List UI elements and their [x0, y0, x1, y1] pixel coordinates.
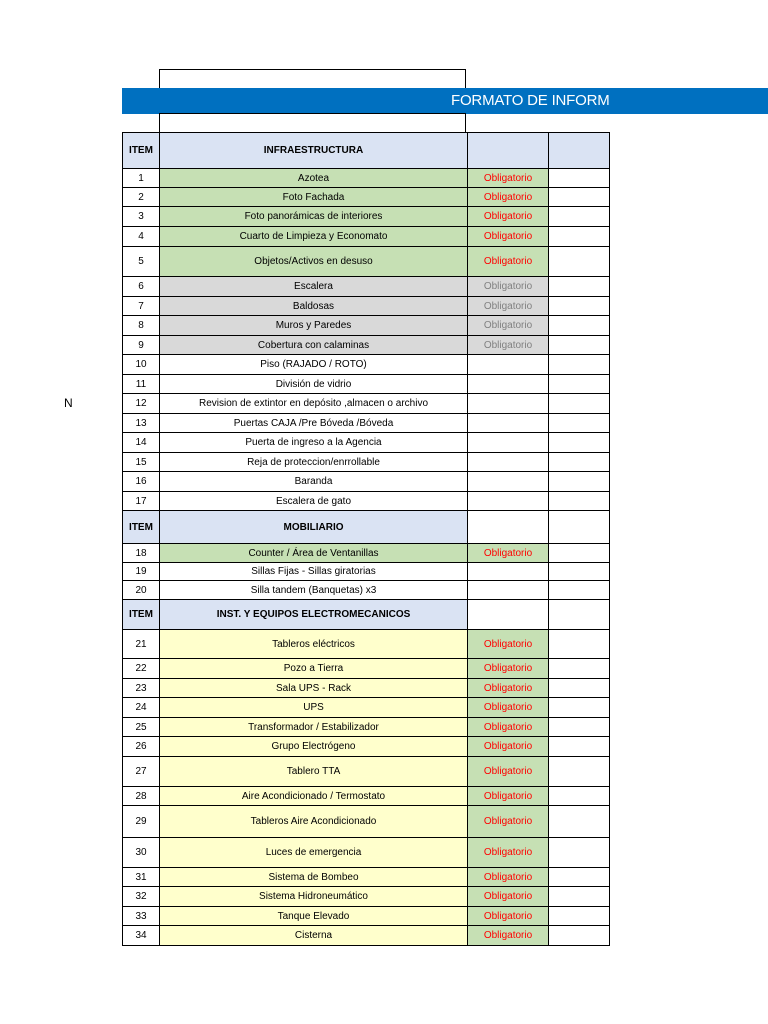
item-number: 26	[123, 737, 160, 757]
table-row	[123, 394, 610, 414]
table-row	[123, 277, 610, 297]
extra-cell	[549, 718, 610, 737]
item-number: 31	[123, 868, 160, 887]
item-description: Silla tandem (Banquetas) x3	[160, 581, 468, 600]
extra-cell	[549, 316, 610, 336]
status-cell: Obligatorio	[468, 806, 549, 838]
status-cell: Obligatorio	[468, 887, 549, 907]
extra-cell	[549, 227, 610, 247]
extra-cell	[549, 907, 610, 926]
extra-cell	[549, 581, 610, 600]
item-description: Tanque Elevado	[160, 907, 468, 926]
status-cell	[468, 375, 549, 394]
item-number: 20	[123, 581, 160, 600]
item-number: 4	[123, 227, 160, 247]
table-row	[123, 838, 610, 868]
status-cell: Obligatorio	[468, 787, 549, 806]
table-row	[123, 207, 610, 227]
title-input-box	[159, 69, 466, 89]
item-number: 9	[123, 336, 160, 355]
item-description: Sistema de Bombeo	[160, 868, 468, 887]
table-row	[123, 806, 610, 838]
status-cell: Obligatorio	[468, 207, 549, 227]
extra-cell	[549, 630, 610, 659]
item-description: Transformador / Estabilizador	[160, 718, 468, 737]
item-description: Foto panorámicas de interiores	[160, 207, 468, 227]
extra-cell	[549, 757, 610, 787]
item-description: Pozo a Tierra	[160, 659, 468, 679]
item-number: 27	[123, 757, 160, 787]
item-number: 7	[123, 297, 160, 316]
section-header-row	[123, 511, 610, 544]
checklist-table	[122, 132, 610, 946]
item-description: Reja de proteccion/enrrollable	[160, 453, 468, 472]
item-number: 22	[123, 659, 160, 679]
item-description: Cobertura con calaminas	[160, 336, 468, 355]
item-description: División de vidrio	[160, 375, 468, 394]
status-cell: Obligatorio	[468, 544, 549, 563]
item-description: Puerta de ingreso a la Agencia	[160, 433, 468, 453]
status-cell: Obligatorio	[468, 679, 549, 698]
item-number: 6	[123, 277, 160, 297]
table-row	[123, 227, 610, 247]
item-description: Aire Acondicionado / Termostato	[160, 787, 468, 806]
item-number: 18	[123, 544, 160, 563]
item-number: 1	[123, 169, 160, 188]
item-description: Tableros eléctricos	[160, 630, 468, 659]
subtitle-box	[159, 113, 466, 133]
item-number: 29	[123, 806, 160, 838]
table-row	[123, 336, 610, 355]
item-description: Muros y Paredes	[160, 316, 468, 336]
item-number: 34	[123, 926, 160, 946]
item-description: Sillas Fijas - Sillas giratorias	[160, 563, 468, 581]
item-number: 16	[123, 472, 160, 492]
item-number: 23	[123, 679, 160, 698]
status-cell: Obligatorio	[468, 316, 549, 336]
status-cell	[468, 394, 549, 414]
status-cell: Obligatorio	[468, 868, 549, 887]
table-row	[123, 887, 610, 907]
item-description: Azotea	[160, 169, 468, 188]
status-cell: Obligatorio	[468, 698, 549, 718]
status-cell	[468, 472, 549, 492]
table-row	[123, 433, 610, 453]
extra-cell	[549, 297, 610, 316]
item-number: 17	[123, 492, 160, 511]
checklist-body	[123, 133, 610, 946]
item-description: Cuarto de Limpieza y Economato	[160, 227, 468, 247]
table-row	[123, 472, 610, 492]
section-title: MOBILIARIO	[160, 511, 468, 544]
status-cell	[468, 355, 549, 375]
section-item-label: ITEM	[123, 600, 160, 630]
status-cell: Obligatorio	[468, 757, 549, 787]
item-number: 10	[123, 355, 160, 375]
extra-cell	[549, 277, 610, 297]
item-number: 11	[123, 375, 160, 394]
banner-title: FORMATO DE INFORM	[451, 92, 610, 109]
item-description: Escalera de gato	[160, 492, 468, 511]
extra-cell	[549, 472, 610, 492]
banner-bar	[122, 88, 768, 114]
status-cell: Obligatorio	[468, 659, 549, 679]
item-description: Piso (RAJADO / ROTO)	[160, 355, 468, 375]
item-description: Baranda	[160, 472, 468, 492]
table-row	[123, 375, 610, 394]
table-row	[123, 169, 610, 188]
item-number: 3	[123, 207, 160, 227]
item-description: Counter / Área de Ventanillas	[160, 544, 468, 563]
extra-cell	[549, 838, 610, 868]
status-cell: Obligatorio	[468, 926, 549, 946]
table-row	[123, 907, 610, 926]
section-item-label: ITEM	[123, 511, 160, 544]
table-row	[123, 868, 610, 887]
extra-cell	[549, 336, 610, 355]
item-number: 13	[123, 414, 160, 433]
extra-cell	[549, 414, 610, 433]
status-cell	[468, 581, 549, 600]
item-description: Foto Fachada	[160, 188, 468, 207]
extra-cell	[549, 787, 610, 806]
status-cell: Obligatorio	[468, 737, 549, 757]
table-row	[123, 787, 610, 806]
item-number: 14	[123, 433, 160, 453]
table-row	[123, 737, 610, 757]
extra-cell	[549, 207, 610, 227]
item-description: Escalera	[160, 277, 468, 297]
item-description: Revision de extintor en depósito ,almacen o archivo	[160, 394, 468, 414]
item-number: 21	[123, 630, 160, 659]
table-row	[123, 316, 610, 336]
extra-cell	[549, 563, 610, 581]
table-row	[123, 718, 610, 737]
extra-cell	[549, 659, 610, 679]
side-letter: N	[64, 396, 73, 410]
table-row	[123, 581, 610, 600]
table-row	[123, 698, 610, 718]
table-row	[123, 679, 610, 698]
status-cell: Obligatorio	[468, 630, 549, 659]
status-cell: Obligatorio	[468, 907, 549, 926]
section-title: INST. Y EQUIPOS ELECTROMECANICOS	[160, 600, 468, 630]
status-cell: Obligatorio	[468, 718, 549, 737]
status-cell: Obligatorio	[468, 297, 549, 316]
item-description: Cisterna	[160, 926, 468, 946]
section-extra-cell	[549, 133, 610, 169]
extra-cell	[549, 355, 610, 375]
table-row	[123, 247, 610, 277]
status-cell: Obligatorio	[468, 227, 549, 247]
table-row	[123, 297, 610, 316]
extra-cell	[549, 492, 610, 511]
status-cell: Obligatorio	[468, 277, 549, 297]
item-description: Sala UPS - Rack	[160, 679, 468, 698]
item-description: Baldosas	[160, 297, 468, 316]
table-row	[123, 659, 610, 679]
table-row	[123, 563, 610, 581]
status-cell: Obligatorio	[468, 169, 549, 188]
item-description: Luces de emergencia	[160, 838, 468, 868]
extra-cell	[549, 806, 610, 838]
table-row	[123, 453, 610, 472]
table-row	[123, 630, 610, 659]
status-cell	[468, 433, 549, 453]
item-number: 33	[123, 907, 160, 926]
status-cell	[468, 563, 549, 581]
section-status-cell	[468, 133, 549, 169]
item-description: Tablero TTA	[160, 757, 468, 787]
item-number: 19	[123, 563, 160, 581]
extra-cell	[549, 926, 610, 946]
extra-cell	[549, 698, 610, 718]
extra-cell	[549, 544, 610, 563]
section-title: INFRAESTRUCTURA	[160, 133, 468, 169]
table-row	[123, 757, 610, 787]
extra-cell	[549, 868, 610, 887]
section-item-label: ITEM	[123, 133, 160, 169]
extra-cell	[549, 188, 610, 207]
section-status-cell	[468, 600, 549, 630]
status-cell: Obligatorio	[468, 188, 549, 207]
status-cell	[468, 453, 549, 472]
item-number: 28	[123, 787, 160, 806]
status-cell: Obligatorio	[468, 247, 549, 277]
item-description: Tableros Aire Acondicionado	[160, 806, 468, 838]
status-cell	[468, 414, 549, 433]
extra-cell	[549, 453, 610, 472]
extra-cell	[549, 375, 610, 394]
extra-cell	[549, 679, 610, 698]
item-number: 15	[123, 453, 160, 472]
item-number: 2	[123, 188, 160, 207]
extra-cell	[549, 247, 610, 277]
section-extra-cell	[549, 600, 610, 630]
extra-cell	[549, 737, 610, 757]
table-row	[123, 492, 610, 511]
item-description: Objetos/Activos en desuso	[160, 247, 468, 277]
item-description: Grupo Electrógeno	[160, 737, 468, 757]
section-extra-cell	[549, 511, 610, 544]
extra-cell	[549, 433, 610, 453]
section-header-row	[123, 600, 610, 630]
item-number: 32	[123, 887, 160, 907]
item-number: 12	[123, 394, 160, 414]
item-number: 25	[123, 718, 160, 737]
table-row	[123, 414, 610, 433]
extra-cell	[549, 169, 610, 188]
status-cell: Obligatorio	[468, 336, 549, 355]
extra-cell	[549, 394, 610, 414]
section-status-cell	[468, 511, 549, 544]
item-number: 8	[123, 316, 160, 336]
status-cell: Obligatorio	[468, 838, 549, 868]
table-row	[123, 926, 610, 946]
table-row	[123, 188, 610, 207]
item-number: 30	[123, 838, 160, 868]
table-row	[123, 355, 610, 375]
item-number: 24	[123, 698, 160, 718]
item-description: UPS	[160, 698, 468, 718]
extra-cell	[549, 887, 610, 907]
item-number: 5	[123, 247, 160, 277]
item-description: Puertas CAJA /Pre Bóveda /Bóveda	[160, 414, 468, 433]
item-description: Sistema Hidroneumático	[160, 887, 468, 907]
table-row	[123, 544, 610, 563]
status-cell	[468, 492, 549, 511]
section-header-row	[123, 133, 610, 169]
